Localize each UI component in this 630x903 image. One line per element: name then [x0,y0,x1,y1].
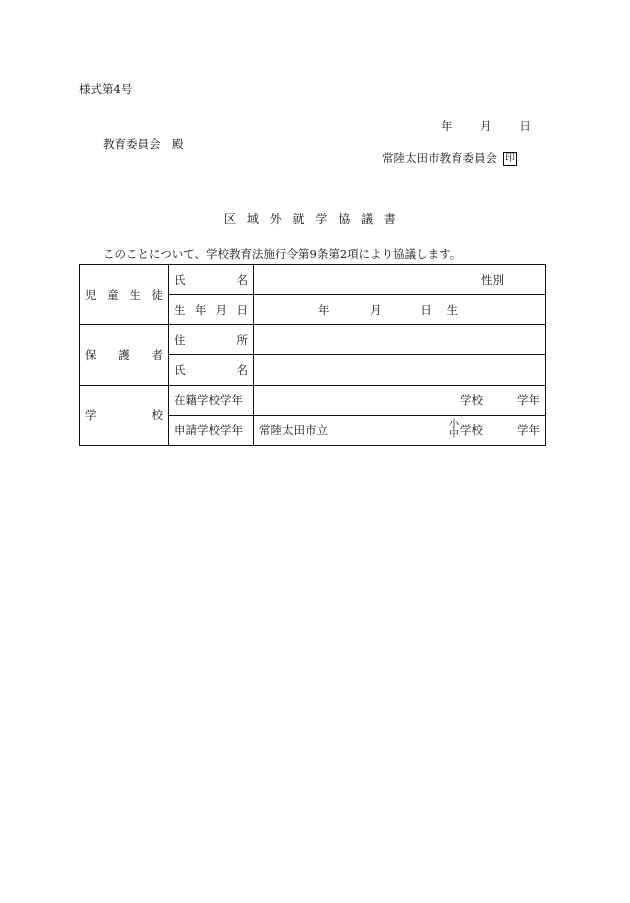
consultation-form-table [79,264,546,446]
applied-school-field[interactable] [254,415,546,445]
intro-text: このことについて、学校教育法施行令第9条第2項により協議します。 [103,247,462,261]
enrolled-label-cell: 在籍学校学年 [169,385,254,415]
document-title [224,213,396,225]
sender: 常陸太田市教育委員会 [382,151,497,165]
applied-school-group [449,420,540,440]
label-char: 年 [194,302,207,317]
sender-line [382,152,517,166]
title-char: 就 [292,212,305,226]
birth-date-field[interactable] [254,295,546,325]
birth-month-unit: 月 [370,302,382,317]
label-char: 所 [236,332,248,347]
title-char: 協 [338,212,351,226]
child-group-cell [80,265,169,325]
gender-label: 性別 [481,272,504,287]
applied-grade-unit: 学年 [517,423,540,438]
label-char: 月 [215,302,228,317]
child-name-label-cell [169,265,254,295]
label-char: 護 [118,347,130,362]
date-year-unit: 年 [441,119,453,133]
applied-city: 常陸太田市立 [259,423,328,438]
label-char: 生 [129,287,141,302]
enrolled-school-field[interactable] [254,385,546,415]
child-group-label [85,287,163,303]
school-type-upper: 小 [449,419,459,431]
birth-suffix: 生 [446,302,458,317]
date-day-unit: 日 [519,119,531,133]
school-group-label [85,407,163,423]
guardian-group-label [85,347,163,363]
birth-day-unit: 日 [420,302,432,317]
title-char: 学 [315,212,328,226]
label-char: 者 [151,347,163,362]
birth-year-unit: 年 [318,302,330,317]
applied-school-unit: 学校 [460,423,483,438]
address-label-cell [169,325,254,355]
title-char: 議 [361,212,374,226]
label-char: 日 [236,302,248,317]
table-row [80,325,546,355]
address-field[interactable] [254,325,546,355]
label-char: 徒 [151,287,163,302]
child-name-field[interactable] [254,265,546,295]
label-char: 童 [107,287,119,302]
guardian-name-label-cell [169,355,254,385]
title-char: 外 [269,212,282,226]
label-char: 学 [85,408,97,423]
date-month-unit: 月 [480,119,492,133]
title-char: 区 [224,212,237,226]
guardian-group-cell [80,325,169,385]
school-type-lower: 中 [449,429,459,441]
guardian-name-field[interactable] [254,355,546,385]
label-char: 名 [236,363,248,378]
label-char: 校 [151,408,163,423]
label-char: 生 [174,302,186,317]
recipient: 教育委員会 殿 [103,137,184,151]
title-char: 書 [383,212,396,226]
enrolled-grade-unit: 学年 [517,393,540,408]
seal-stamp: 印 [505,153,515,164]
form-number: 様式第4号 [79,82,133,96]
date-line [441,121,531,133]
school-type-stack [449,420,459,440]
table-row [80,385,546,415]
label-char: 氏 [174,363,186,378]
enrolled-school-unit: 学校 [460,393,483,408]
table-row [80,265,546,295]
label-char: 住 [174,332,186,347]
label-char: 児 [85,287,97,302]
applied-label-cell: 申請学校学年 [169,415,254,445]
birth-label-cell [169,295,254,325]
label-char: 名 [236,272,248,287]
label-char: 氏 [174,272,186,287]
title-char: 域 [246,212,259,226]
school-group-cell [80,385,169,445]
label-char: 保 [85,347,97,362]
